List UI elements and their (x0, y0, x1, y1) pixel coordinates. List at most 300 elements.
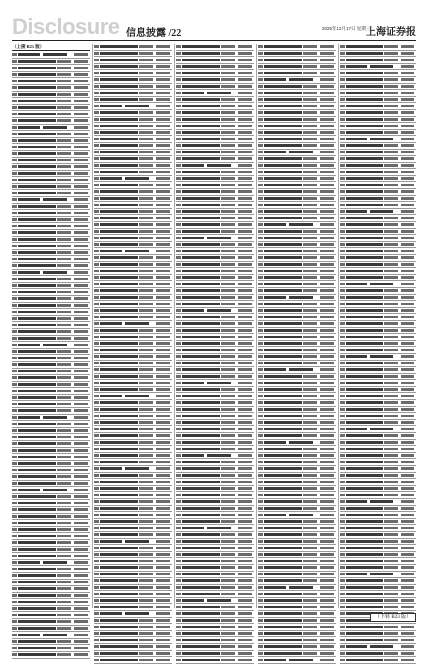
table-row (12, 276, 90, 283)
table-cell (74, 245, 88, 248)
table-cell (340, 78, 345, 81)
table-cell (156, 547, 170, 550)
table-row (12, 164, 90, 171)
table-cell (74, 574, 88, 577)
table-cell (384, 309, 398, 312)
table-cell (238, 606, 252, 609)
table-cell (384, 434, 398, 437)
table-cell (176, 500, 181, 503)
table-cell (303, 652, 317, 655)
table-cell (12, 205, 17, 208)
table-cell (156, 395, 170, 398)
table-cell (57, 185, 71, 188)
table-cell (156, 533, 170, 536)
table-cell (340, 454, 345, 457)
table-cell (340, 138, 345, 141)
table-cell (340, 645, 345, 648)
table-row (340, 466, 416, 473)
table-cell (139, 481, 153, 484)
table-cell (12, 179, 17, 182)
table-cell (320, 131, 334, 134)
table-cell (346, 573, 367, 576)
table-cell (182, 375, 219, 378)
table-cell (264, 270, 301, 273)
table-cell (139, 131, 153, 134)
table-cell (57, 139, 71, 142)
table-row (340, 103, 416, 110)
table-cell (12, 357, 17, 360)
table-cell (12, 456, 17, 459)
table-cell (221, 204, 235, 207)
table-cell (139, 454, 153, 457)
table-row (94, 222, 172, 229)
table-cell (303, 65, 317, 68)
table-cell (258, 349, 263, 352)
table-row (94, 268, 172, 275)
table-row (340, 440, 416, 447)
table-cell (156, 474, 170, 477)
table-cell (346, 303, 382, 306)
table-row (94, 492, 172, 499)
table-row (94, 407, 172, 414)
table-cell (340, 151, 345, 154)
table-cell (182, 599, 204, 602)
table-row (176, 380, 254, 387)
table-cell (94, 283, 99, 286)
table-cell (57, 278, 71, 281)
table-cell (100, 303, 137, 306)
table-cell (221, 395, 235, 398)
table-row (340, 341, 416, 348)
table-cell (340, 270, 345, 273)
table-cell (384, 157, 398, 160)
table-cell (221, 441, 235, 444)
table-cell (57, 304, 71, 307)
table-cell (18, 561, 40, 564)
table-cell (18, 245, 55, 248)
table-cell (182, 619, 219, 622)
table-cell (94, 92, 99, 95)
table-cell (401, 481, 415, 484)
table-cell (100, 256, 137, 259)
table-cell (264, 599, 301, 602)
table-cell (221, 151, 235, 154)
table-cell (182, 428, 219, 431)
table-cell (384, 125, 398, 128)
table-row (258, 314, 336, 321)
table-cell (258, 474, 263, 477)
table-row (340, 413, 416, 420)
table-cell (125, 612, 148, 615)
table-cell (258, 547, 263, 550)
table-row (258, 604, 336, 611)
table-cell (94, 527, 99, 530)
table-cell (176, 612, 181, 615)
table-cell (156, 316, 170, 319)
table-cell (384, 151, 398, 154)
table-cell (74, 627, 88, 630)
table-cell (384, 441, 398, 444)
table-cell (221, 659, 235, 662)
table-cell (12, 620, 17, 623)
table-row (258, 354, 336, 361)
table-cell (182, 283, 219, 286)
table-cell (370, 210, 393, 213)
table-cell (401, 395, 415, 398)
table-cell (12, 495, 17, 498)
table-cell (384, 474, 398, 477)
table-cell (221, 612, 235, 615)
table-cell (57, 587, 71, 590)
table-cell (401, 342, 415, 345)
table-row (12, 237, 90, 244)
table-row (12, 336, 90, 343)
table-cell (74, 53, 88, 56)
table-cell (384, 190, 398, 193)
table-cell (238, 547, 252, 550)
table-cell (401, 520, 415, 523)
table-cell (57, 403, 71, 406)
table-cell (156, 237, 170, 240)
table-cell (74, 409, 88, 412)
table-row (340, 262, 416, 269)
table-cell (346, 217, 382, 220)
table-cell (176, 474, 181, 477)
table-cell (264, 223, 286, 226)
table-cell (320, 270, 334, 273)
table-cell (303, 309, 317, 312)
table-cell (384, 415, 398, 418)
table-cell (94, 612, 99, 615)
table-cell (258, 138, 263, 141)
table-cell (320, 639, 334, 642)
table-row (340, 393, 416, 400)
table-cell (238, 118, 252, 121)
table-cell (100, 362, 137, 365)
table-row (12, 210, 90, 217)
table-row (176, 407, 254, 414)
table-cell (182, 494, 219, 497)
table-cell (156, 92, 170, 95)
table-row (258, 347, 336, 354)
table-cell (346, 138, 367, 141)
table-cell (264, 65, 301, 68)
table-cell (264, 125, 301, 128)
table-cell (221, 474, 235, 477)
table-cell (94, 652, 99, 655)
table-cell (176, 177, 181, 180)
table-row (176, 473, 254, 480)
table-cell (401, 230, 415, 233)
table-cell (264, 349, 301, 352)
table-row (340, 64, 416, 71)
table-cell (221, 652, 235, 655)
table-row (94, 347, 172, 354)
table-row (12, 500, 90, 507)
table-cell (238, 659, 252, 662)
table-cell (139, 547, 153, 550)
table-cell (182, 645, 219, 648)
table-row (340, 433, 416, 440)
table-cell (176, 204, 181, 207)
table-row (258, 117, 336, 124)
table-cell (12, 462, 17, 465)
table-row (94, 657, 172, 664)
table-cell (384, 527, 398, 530)
table-cell (401, 276, 415, 279)
table-cell (370, 428, 393, 431)
table-cell (74, 429, 88, 432)
table-cell (74, 119, 88, 122)
table-cell (182, 92, 204, 95)
newspaper-name: 上海证券报 (366, 27, 416, 38)
table-cell (74, 475, 88, 478)
table-cell (238, 316, 252, 319)
table-cell (100, 573, 137, 576)
table-cell (176, 467, 181, 470)
table-cell (182, 547, 219, 550)
table-row (176, 169, 254, 176)
table-row (258, 426, 336, 433)
table-cell (100, 184, 137, 187)
table-cell (57, 106, 71, 109)
table-row (340, 57, 416, 64)
table-cell (258, 560, 263, 563)
table-cell (346, 421, 382, 424)
table-cell (176, 547, 181, 550)
table-row (12, 316, 90, 323)
table-cell (340, 619, 345, 622)
table-row (176, 281, 254, 288)
table-cell (18, 350, 55, 353)
table-row (340, 492, 416, 499)
table-cell (258, 98, 263, 101)
table-cell (340, 415, 345, 418)
table-cell (303, 157, 317, 160)
table-cell (176, 250, 181, 253)
table-cell (346, 296, 382, 299)
table-cell (12, 489, 17, 492)
table-row (258, 189, 336, 196)
table-cell (94, 105, 99, 108)
table-cell (100, 645, 137, 648)
table-cell (320, 256, 334, 259)
table-cell (100, 237, 137, 240)
table-cell (94, 85, 99, 88)
table-cell (100, 461, 137, 464)
table-cell (221, 415, 235, 418)
table-cell (94, 164, 99, 167)
table-row (12, 118, 90, 125)
table-cell (303, 375, 317, 378)
table-cell (320, 619, 334, 622)
table-cell (57, 93, 71, 96)
table-row (258, 288, 336, 295)
table-row (94, 255, 172, 262)
table-cell (340, 375, 345, 378)
table-cell (156, 368, 170, 371)
table-cell (264, 92, 301, 95)
table-cell (94, 45, 99, 48)
table-cell (100, 500, 137, 503)
table-cell (401, 659, 415, 662)
table-cell (156, 223, 170, 226)
table-cell (57, 324, 71, 327)
table-row (258, 387, 336, 394)
table-cell (74, 363, 88, 366)
table-cell (139, 533, 153, 536)
table-row (12, 171, 90, 178)
table-cell (100, 283, 137, 286)
table-cell (100, 388, 137, 391)
table-cell (320, 190, 334, 193)
table-cell (258, 204, 263, 207)
table-cell (258, 296, 263, 299)
table-row (340, 308, 416, 315)
table-cell (182, 250, 219, 253)
table-row (258, 565, 336, 572)
table-row (258, 473, 336, 480)
table-cell (264, 329, 301, 332)
table-row (340, 598, 416, 605)
table-cell (57, 436, 71, 439)
table-cell (340, 461, 345, 464)
table-cell (125, 395, 148, 398)
table-cell (340, 322, 345, 325)
table-cell (139, 448, 153, 451)
table-cell (12, 139, 17, 142)
table-cell (18, 205, 55, 208)
table-row (258, 374, 336, 381)
table-cell (182, 164, 204, 167)
table-row (258, 433, 336, 440)
table-cell (320, 65, 334, 68)
table-row (258, 440, 336, 447)
table-cell (176, 303, 181, 306)
table-cell (320, 184, 334, 187)
table-cell (100, 349, 137, 352)
table-cell (94, 632, 99, 635)
table-row (94, 512, 172, 519)
table-row (340, 70, 416, 77)
table-cell (258, 494, 263, 497)
table-cell (238, 263, 252, 266)
table-cell (94, 368, 99, 371)
table-cell (264, 540, 301, 543)
table-row (340, 506, 416, 513)
table-cell (264, 573, 301, 576)
table-cell (156, 566, 170, 569)
table-cell (346, 362, 382, 365)
table-cell (139, 85, 153, 88)
table-cell (18, 218, 55, 221)
table-cell (156, 164, 170, 167)
table-cell (156, 448, 170, 451)
table-cell (221, 105, 235, 108)
table-cell (182, 448, 219, 451)
table-cell (238, 474, 252, 477)
table-cell (221, 276, 235, 279)
table-row (12, 342, 90, 349)
table-cell (340, 586, 345, 589)
table-cell (74, 113, 88, 116)
table-cell (320, 599, 334, 602)
table-cell (12, 198, 17, 201)
table-cell (18, 594, 55, 597)
table-cell (12, 522, 17, 525)
table-cell (401, 184, 415, 187)
table-cell (139, 289, 153, 292)
table-cell (57, 482, 71, 485)
table-cell (221, 434, 235, 437)
table-cell (264, 230, 301, 233)
table-cell (258, 619, 263, 622)
table-cell (346, 368, 382, 371)
table-cell (346, 98, 382, 101)
table-cell (100, 85, 137, 88)
table-row (176, 262, 254, 269)
table-cell (74, 100, 88, 103)
table-cell (182, 355, 219, 358)
table-cell (384, 85, 398, 88)
table-cell (57, 60, 71, 63)
table-cell (340, 395, 345, 398)
table-cell (12, 528, 17, 531)
table-cell (264, 85, 301, 88)
table-cell (401, 322, 415, 325)
table-cell (238, 336, 252, 339)
table-cell (176, 98, 181, 101)
table-cell (401, 283, 415, 286)
table-cell (12, 53, 17, 56)
table-row (12, 652, 90, 659)
table-cell (176, 507, 181, 510)
table-cell (57, 264, 71, 267)
table-cell (238, 652, 252, 655)
table-cell (258, 118, 263, 121)
table-cell (346, 593, 382, 596)
table-cell (74, 139, 88, 142)
table-cell (384, 243, 398, 246)
table-cell (156, 131, 170, 134)
table-cell (238, 362, 252, 365)
table-cell (182, 467, 219, 470)
table-cell (320, 547, 334, 550)
table-cell (384, 375, 398, 378)
table-cell (176, 487, 181, 490)
table-row (94, 506, 172, 513)
table-cell (18, 634, 40, 637)
table-cell (176, 645, 181, 648)
table-cell (156, 190, 170, 193)
table-cell (221, 566, 235, 569)
table-cell (340, 553, 345, 556)
table-cell (156, 612, 170, 615)
table-cell (74, 198, 88, 201)
table-cell (18, 225, 55, 228)
table-cell (139, 217, 153, 220)
table-cell (384, 362, 398, 365)
table-cell (221, 243, 235, 246)
table-row (12, 98, 90, 105)
table-cell (320, 487, 334, 490)
table-cell (100, 474, 137, 477)
table-cell (320, 448, 334, 451)
table-cell (139, 487, 153, 490)
table-row (176, 565, 254, 572)
table-cell (100, 507, 137, 510)
table-cell (182, 52, 219, 55)
